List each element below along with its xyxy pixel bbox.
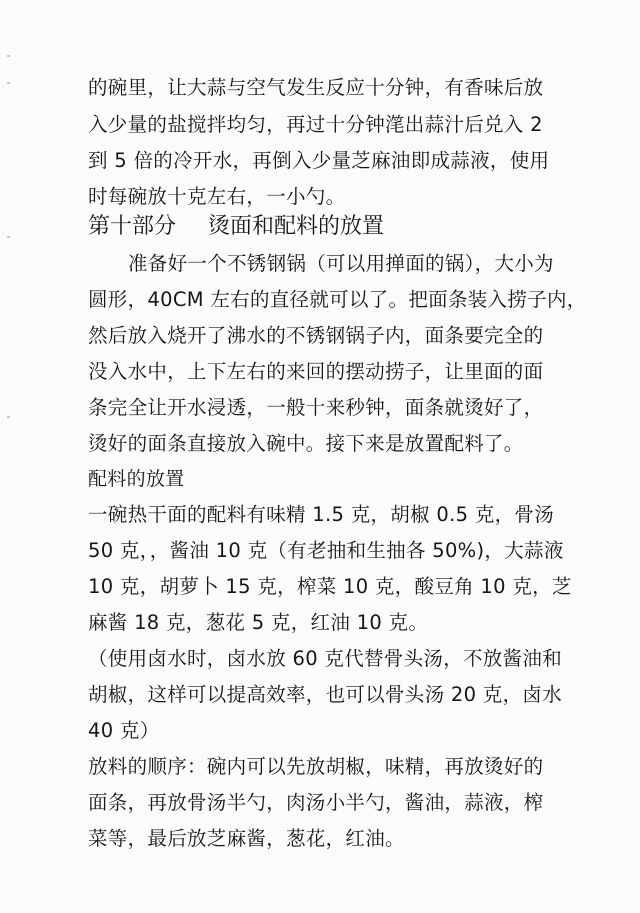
scan-mark [7,82,10,84]
note-line: 胡椒，这样可以提高效率，也可以骨头汤 20 克，卤水 [88,683,563,706]
scan-mark [7,416,10,418]
paragraph-line: 烫好的面条直接放入碗中。接下来是放置配料了。 [88,432,524,455]
section-title: 烫面和配料的放置 [208,214,385,239]
ingredient-line: 50 克，，酱油 10 克（有老抽和生抽各 50%)，大蒜液 [88,539,564,562]
ingredient-line: 10 克，胡萝卜 15 克，榨菜 10 克，酸豆角 10 克，芝 [88,575,572,598]
note-line: 40 克） [88,719,160,742]
scan-mark [7,236,10,238]
paragraph-line: 圆形，40CM 左右的直径就可以了。把面条装入捞子内， [88,288,587,311]
ingredient-line: 一碗热干面的配料有味精 1.5 克，胡椒 0.5 克，骨汤 [88,503,555,526]
text-line: 的碗里，让大蒜与空气发生反应十分钟，有香味后放 [88,76,544,99]
text-line: 入少量的盐搅拌均匀，再过十分钟滗出蒜汁后兑入 2 [88,113,543,136]
order-line: 面条，再放骨汤半勺，肉汤小半勺，酱油，蒜液，榨 [88,791,544,814]
scan-mark [7,55,10,57]
text-line: 时每碗放十克左右，一小勺。 [88,185,346,208]
order-line: 放料的顺序：碗内可以先放胡椒，味精，再放烫好的 [88,755,544,778]
paragraph-line: 准备好一个不锈钢锅（可以用掸面的锅），大小为 [128,252,554,275]
section-heading [88,212,384,242]
section-number: 第十部分 [88,214,177,239]
note-line: （使用卤水时，卤水放 60 克代替骨头汤，不放酱油和 [88,647,563,670]
paragraph-line: 然后放入烧开了沸水的不锈钢锅子内，面条要完全的 [88,324,544,347]
subheading: 配料的放置 [88,468,185,490]
text-line: 到 5 倍的冷开水，再倒入少量芝麻油即成蒜液，使用 [88,149,550,172]
paragraph-line: 条完全让开水浸透，一般十来秒钟，面条就烫好了， [88,396,544,419]
order-line: 菜等，最后放芝麻酱，葱花，红油。 [88,827,405,850]
paragraph-line: 没入水中，上下左右的来回的摆动捞子，让里面的面 [88,360,544,383]
ingredient-line: 麻酱 18 克，葱花 5 克，红油 10 克。 [88,611,429,634]
